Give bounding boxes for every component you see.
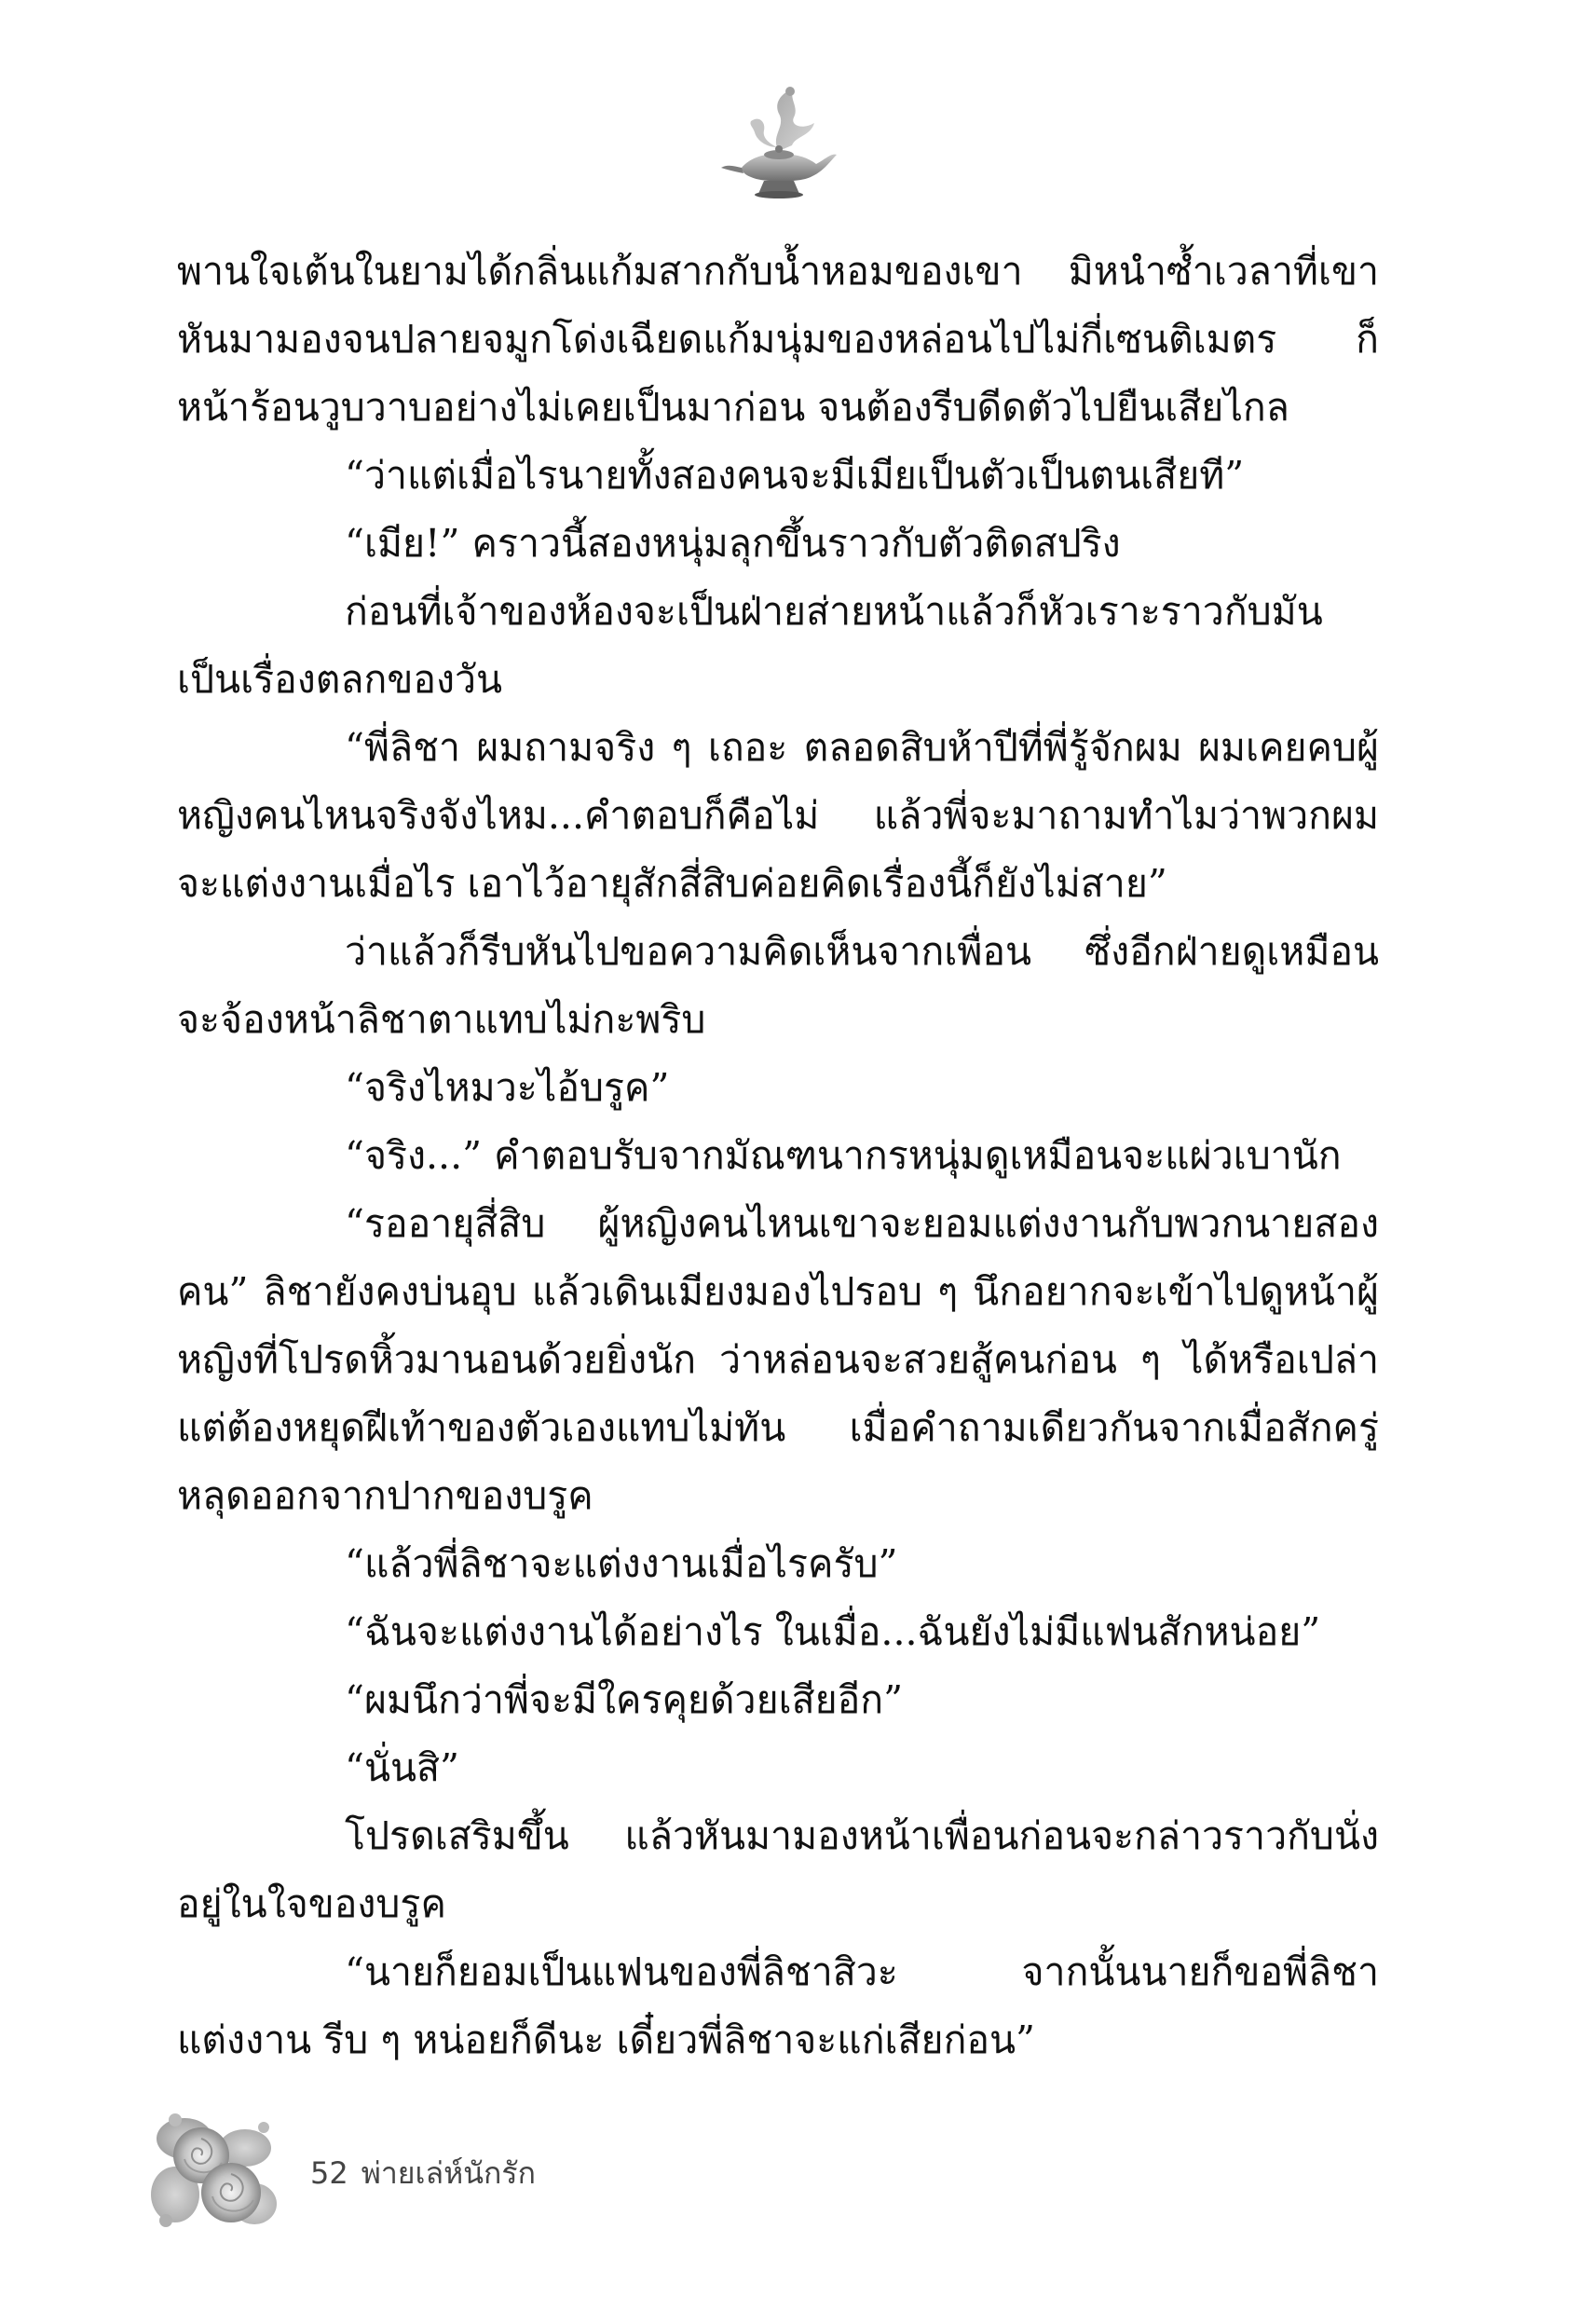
paragraph-continuation: พานใจเต้นในยามได้กลิ่นแก้มสากกับน้ำหอมของเขา มิหนำซ้ำเวลาที่เขาหันมามองจนปลายจมูกโด่งเฉียดแก้มนุ่มของหล่อนไปไม่กี่เซนติเมตร ก็หน้าร้อนวูบวาบอย่างไม่เคยเป็นมาก่อน จนต้องรีบดีดตัวไปยืนเสียไกล (177, 249, 1379, 430)
dialogue-paragraph: “พี่ลิชา ผมถามจริง ๆ เถอะ ตลอดสิบห้าปีที่พี่รู้จักผม ผมเคยคบผู้หญิงคนไหนจริงจังไหม...คำตอบก็คือไม่ แล้วพี่จะมาถามทำไมว่าพวกผมจะแต่งงานเมื่อไร เอาไว้อายุสักสี่สิบค่อยคิดเรื่องนี้ก็ยังไม่สาย” (177, 725, 1379, 906)
narrative-paragraph: โปรดเสริมขึ้น แล้วหันมามองหน้าเพื่อนก่อนจะกล่าวราวกับนั่งอยู่ในใจของบรูค (177, 1813, 1379, 1926)
book-title: พ่ายเล่ห์นักรัก (361, 2155, 536, 2191)
page-body (177, 238, 1379, 2074)
dialogue-paragraph: “เมีย!” คราวนี้สองหนุ่มลุกขึ้นราวกับตัวติดสปริง (345, 521, 1121, 566)
dialogue-paragraph: “จริง...” คำตอบรับจากมัณฑนากรหนุ่มดูเหมือนจะแผ่วเบานัก (345, 1133, 1342, 1178)
dialogue-paragraph: “รออายุสี่สิบ ผู้หญิงคนไหนเขาจะยอมแต่งงานกับพวกนายสองคน” ลิชายังคงบ่นอุบ แล้วเดินเมียงมองไปรอบ ๆ นึกอยากจะเข้าไปดูหน้าผู้หญิงที่โปรดหิ้วมานอนด้วยยิ่งนัก ว่าหล่อนจะสวยสู้คนก่อน ๆ ได้หรือเปล่า แต่ต้องหยุดฝีเท้าของตัวเองแทบไม่ทัน เมื่อคำถามเดียวกันจากเมื่อสักครู่หลุดออกจากปากของบรูค (177, 1201, 1379, 1518)
rose-bouquet-icon (147, 2101, 282, 2236)
dialogue-paragraph: “จริงไหมวะไอ้บรูค” (345, 1065, 670, 1110)
genie-lamp-icon (714, 78, 844, 209)
dialogue-paragraph: “แล้วพี่ลิชาจะแต่งงานเมื่อไรครับ” (345, 1541, 898, 1586)
dialogue-paragraph: “ว่าแต่เมื่อไรนายทั้งสองคนจะมีเมียเป็นตัวเป็นตนเสียที” (345, 453, 1245, 498)
narrative-paragraph: ว่าแล้วก็รีบหันไปขอความคิดเห็นจากเพื่อน ซึ่งอีกฝ่ายดูเหมือนจะจ้องหน้าลิชาตาแทบไม่กะพริบ (177, 929, 1379, 1042)
dialogue-paragraph: “ฉันจะแต่งงานได้อย่างไร ในเมื่อ...ฉันยังไม่มีแฟนสักหน่อย” (345, 1609, 1321, 1654)
narrative-paragraph: ก่อนที่เจ้าของห้องจะเป็นฝ่ายส่ายหน้าแล้วก็หัวเราะราวกับมันเป็นเรื่องตลกของวัน (177, 589, 1323, 702)
page-number: 52 (310, 2155, 348, 2191)
page-footer (147, 2101, 706, 2241)
footer-caption (310, 2150, 536, 2197)
dialogue-paragraph: “นายก็ยอมเป็นแฟนของพี่ลิชาสิวะ จากนั้นนายก็ขอพี่ลิชาแต่งงาน รีบ ๆ หน่อยก็ดีนะ เดี๋ยวพี่ลิชาจะแก่เสียก่อน” (177, 1949, 1379, 2062)
dialogue-paragraph: “ผมนึกว่าพี่จะมีใครคุยด้วยเสียอีก” (345, 1677, 904, 1722)
dialogue-paragraph: “นั่นสิ” (345, 1745, 459, 1790)
